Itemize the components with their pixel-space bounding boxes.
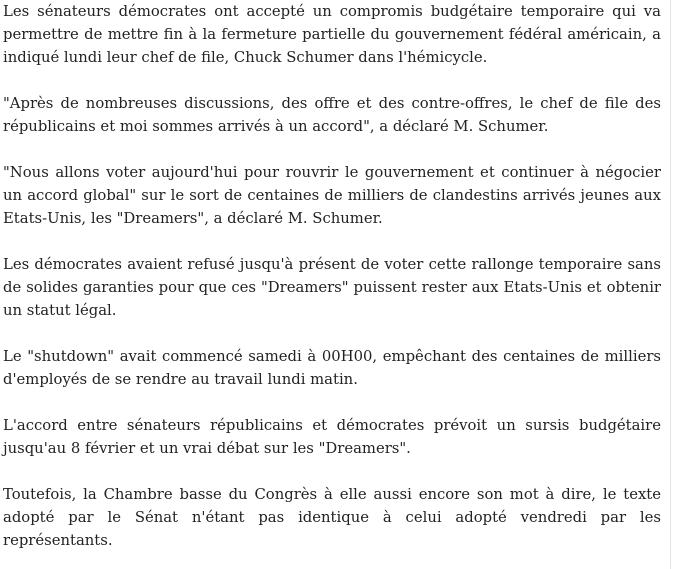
- article-paragraph-5: Le "shutdown" avait commencé samedi à 00H00, empêchant des centaines de milliers d'employés de se rendre au travail lundi matin.: [3, 348, 661, 388]
- article-paragraph-3: "Nous allons voter aujourd'hui pour rouvrir le gouvernement et continuer à négocier un accord global" sur le sort de centaines de milliers de clandestins arrivés jeunes aux Etats-Unis, les "Dreamers", a déclaré M. Schumer.: [3, 164, 661, 227]
- article-paragraph-4: Les démocrates avaient refusé jusqu'à présent de voter cette rallonge temporaire sans de solides garanties pour que ces "Dreamers" puissent rester aux Etats-Unis et obtenir un statut légal.: [3, 256, 661, 319]
- article-paragraph-2: "Après de nombreuses discussions, des offre et des contre-offres, le chef de file des républicains et moi sommes arrivés à un accord", a déclaré M. Schumer.: [3, 95, 661, 135]
- article-paragraph-6: L'accord entre sénateurs républicains et démocrates prévoit un sursis budgétaire jusqu'au 8 février et un vrai débat sur les "Dreamers".: [3, 417, 661, 457]
- article-paragraph-1: Les sénateurs démocrates ont accepté un compromis budgétaire temporaire qui va permettre de mettre fin à la fermeture partielle du gouvernement fédéral américain, a indiqué lundi leur chef de file, Chuck Schumer dans l'hémicycle.: [3, 3, 661, 66]
- article-paragraph-7: Toutefois, la Chambre basse du Congrès à elle aussi encore son mot à dire, le texte adopté par le Sénat n'étant pas identique à celui adopté vendredi par les représentants.: [3, 486, 661, 549]
- column-divider: [670, 0, 671, 569]
- article-body: [3, 0, 661, 552]
